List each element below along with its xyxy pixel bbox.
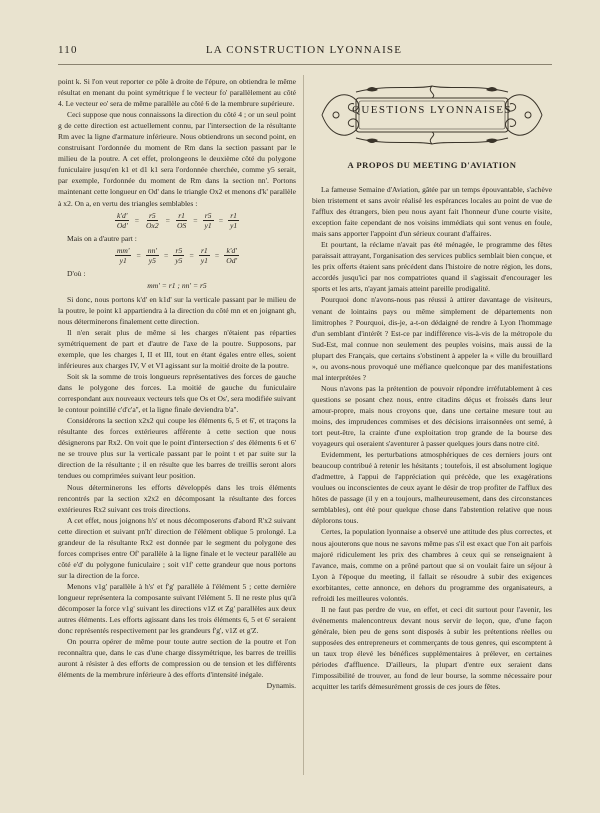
fraction: $\frac{k'd'}{Od'}$ [226,245,238,265]
page-number: 110 [58,44,78,56]
author-signature: Dynamis. [266,681,296,691]
fraction: $\frac{r5}{Ox2}$ [146,210,159,230]
paragraph: Considérons la section x2x2 qui coupe les éléments 6, 5 et 6', et traçons la résultante des forces extérieures afférente à cette section que nous désignerons par Rx2. On voit que le point d'intersection s' des éléments 6 et 6' ne se trouve plus sur la verticale passant par le point t et par suite sur la direction de la résultante ; il en résulte que les barres de treillis seront alors tendues ou comprimées suivant leur position. [58,416,296,481]
paragraph: Si donc, nous portons k'd' en k1d' sur la verticale passant par le milieu de la poutre, le point k1 appartiendra à la direction du côté mn et en joignant gh, nous déterminerons finalement cette direction. [58,294,296,326]
paragraph: Evidemment, les perturbations atmosphériques de ces derniers jours ont beaucoup contribué à retenir les hésitants ; toutefois, il est absolument logique d'admettre, à l'appui de l'appréciation qui précède, que les exagérations voulues ou inconscientes de ceux ayant le désir de trop profiter de l'afflux des hôtes de passage (il y en a toujours, malheureusement, dans des circonstances semblables), ont été pour quelque chose dans l'abstention relative que nous déplorons tous. [312,450,552,526]
paragraph: D'où : [67,268,86,278]
fraction: $\frac{r5}{y5}$ [175,245,183,265]
paragraph: Il ne faut pas perdre de vue, en effet, et ceci dit surtout pour l'avenir, les événements malencontreux devant nous servir de leçon, que, d'une façon générale, bien peu de gens sont disposés à subir les prétentions réelles ou supposées des entrepreneurs et commerçants de tous genres, qui escomptent à un taux trop élevé les bénéfices supplémentaires à prélever, en certaines périodes d'affluence. D'ailleurs, la plupart d'entre eux seraient dans l'impossibilité de trouver, au fond de leur bourse, la somme nécessaire pour acquitter les tarifs démesurément grossis de ces jours de fêtes. [312,604,552,692]
right-column [312,184,552,692]
equation-moments: $\frac{mm'}{y1}$ = $\frac{nn'}{y5}$ = $\frac{r5}{y5}$ = $\frac{r1}{y1}$ = $\frac{k'd'}{Od'}$ [116,245,238,265]
paragraph: Mais on a d'autre part : [67,233,137,243]
paragraph: On pourra opérer de même pour toute autre section de la poutre et l'on reconnaîtra que, dans le cas d'une charge dissymétrique, les barres de treillis auront à résister à des efforts de compression ou de tension et les différents éléments de la membrure inférieure à des efforts d'intensité inégale. [58,637,296,680]
paragraph: Il n'en serait plus de même si les charges n'étaient pas réparties symétriquement de part et d'autre de l'axe de la poutre. Supposons, par exemple, que les charges I, II et III, tout en étant égales entre elles, soient inférieures aux charges IV, V et VI agissant sur la moitié droite de la poutre. [58,327,296,370]
paragraph: Ceci suppose que nous connaissons la direction du côté 4 ; or un seul point g de cette direction est actuellement connu, par l'intersection de la résultante Rm avec la ligne d'armature inférieure. Nous obtiendrons un second point, en construisant l'ordonnée du moment de Rm dans la section passant par le milieu de la poutre. A cet effet, prolongeons le deuxième côté du polygone funiculaire jusqu'en k1 et d1 k1 sera l'ordonnée cherchée, comme y5 serait, par exemple, l'ordonnée du moment de Rm dans la section nn'. Portons maintenant cette longueur en Od' dans le triangle Ox2 et menons d'k' parallèle à x2. On a, en vertu des triangles semblables : [58,110,296,208]
fraction: $\frac{mm'}{y1}$ [116,245,130,265]
fraction: $\frac{r1}{y1}$ [230,210,238,230]
paragraph: point k. Si l'on veut reporter ce pôle à droite de l'épure, on obtiendra le même résultat en menant du point symétrique f le vecteur fo' parallèlement au côté 4. Le vecteur eo' sera de même parallèle au côté 6 de la membrure supérieure. [58,77,296,109]
paragraph: Pourquoi donc n'avons-nous pas réussi à attirer davantage de visiteurs, venant de lointains pays ou même simplement de départements non limitrophes ? Pourquoi, dis-je, a-t-on dédaigné de rendre à Lyon l'hommage d'un semblant d'intérêt ? Est-ce par indifférence vis-à-vis de la métropole du Sud-Est, mal connue non seulement des peuples voisins, mais aussi de la plupart des Français, que certains s'obstinent à appeler la « ville du brouillard », ou avons-nous provoqué une méfiance quelconque par des manifestations mal interprétées ? [312,295,552,382]
paragraph: Nous n'avons pas la prétention de pouvoir répondre irréfutablement à ces questions se posant chez nous, entre citadins déçus et froissés dans leur amour-propre, mais nous croyons que, dans une certaine mesure tout au moins, des imprudences commises et des décisions irraisonnées ont semé, à tort peut-être, la crainte d'une exploitation trop grande de la bourse des voyageurs qui oseraient s'aventurer à passer quelques jours dans notre cité. [312,383,552,449]
journal-title: LA CONSTRUCTION LYONNAISE [205,44,403,56]
column-divider [303,75,304,775]
left-column [58,76,296,691]
paragraph: Menons v1g' parallèle à h's' et f'g' parallèle à l'élément 5 ; cette dernière longueur représentera la composante suivant l'élément 5. Il ne reste plus qu'à décomposer la force v1g' suivant les directions v1Z et Zg' parallèles aux deux autres éléments. Les efforts agissant dans les trois éléments 6, 5 et 6' seraient donc représentés respectivement par les grandeurs f'g', v1Z et g'Z. [58,581,296,636]
fraction: $\frac{r5}{y1}$ [204,210,212,230]
equation-similar-triangles: $\frac{k'd'}{Od'}$ = $\frac{r5}{Ox2}$ = $\frac{r1}{OS}$ = $\frac{r5}{y1}$ = $\frac{r1}{y1}$ [116,210,238,230]
fraction: $\frac{k'd'}{Od'}$ [116,210,128,230]
fraction: $\frac{nn'}{y5}$ [147,245,157,265]
paragraph: Et pourtant, la réclame n'avait pas été ménagée, le programme des fêtes paraissait attrayant, l'organisation des services publics semblait bien conçue, et les prix offerts étaient sans précédent dans l'histoire de notre région, les dons, accordés jusqu'ici par nos compatriotes quand il s'agissait d'encourager les sports et les arts, n'ayant jamais atteint pareille prodigalité. [312,240,552,294]
paragraph: Certes, la population lyonnaise a observé une attitude des plus correctes, et nous ajouterons que nous ne savons même pas s'il est exact que l'on ait parfois majoré ridiculement les prix des chambres à ceux qui se renseignaient à l'avance, mais, comme on a prôné partout que si on voulait faire un séjour à Lyon à l'époque du meeting, il fallait se résoudre à subir des exigences exorbitantes, cette annonce, en dehors du programme des organisateurs, a refroidi les meilleures volontés. [312,527,552,603]
equation-result: mm' = r1 ; nn' = r5 [147,280,207,290]
fraction: $\frac{r1}{OS}$ [176,210,187,230]
paragraph: Soit sk la somme de trois longueurs représentatives des forces de gauche dans le polygone des forces. La moitié de gauche du funiculaire correspondant aux nouveaux vecteurs tels que Os et Os', sera modifiée suivant le contour pointillé c'd'c'a'', et la ligne finale deviendra b'a''. [58,372,296,415]
article-title: A PROPOS DU MEETING D'AVIATION [347,160,517,170]
page-header [54,44,554,62]
paragraph: La fameuse Semaine d'Aviation, gâtée par un temps épouvantable, s'achève bien tristement et sans avoir réalisé les espérances locales au point de vue de l'afflux des étrangers, bien peu nous ayant fait l'honneur d'une courte visite, exception faite cependant de nos voisins immédiats qui sont venus en foule, mais sans apporter l'appoint d'un sérieux courant d'affaires. [312,185,552,239]
section-title: QUESTIONS LYONNAISES [352,104,512,116]
header-rule [58,64,552,65]
paragraph: Nous déterminerons les efforts développés dans les trois éléments rencontrés par la section x2x2 en décomposant la résultante des forces extérieures Rx2 suivant ces trois directions. [58,482,296,514]
paragraph: A cet effet, nous joignons h's' et nous décomposerons d'abord R'x2 suivant cette direction et suivant pn'h' direction de l'élément oblique 5 prolongé. La grandeur de la résultante Rx2 est donnée par le segment du polygone des forces comprises entre Of' parallèle à la ligne finale et le vecteur parallèle au côté e'd' du polygone funiculaire ; soit v1f' cette grandeur que nous portons sur la direction de la force. [58,515,296,580]
fraction: $\frac{r1}{y1}$ [200,245,208,265]
